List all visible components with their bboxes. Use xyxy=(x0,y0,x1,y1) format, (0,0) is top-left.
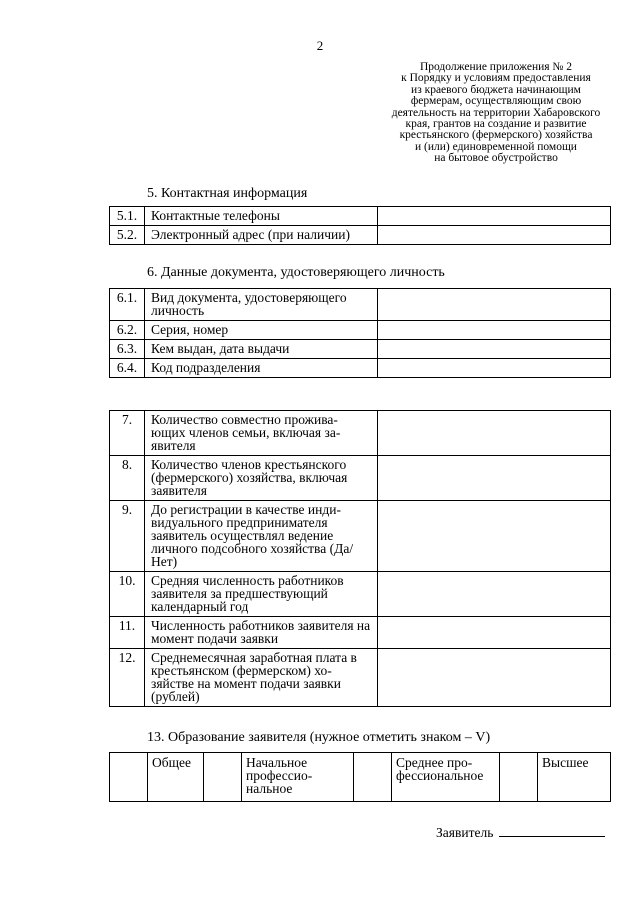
table-row xyxy=(110,753,611,802)
average-workers-field[interactable] xyxy=(378,572,611,617)
applicant-details-table xyxy=(109,410,611,707)
header-line: деятельность на территории Хабаровского xyxy=(391,106,601,119)
section-5-title: 5. Контактная информация xyxy=(147,186,308,201)
household-farm-field[interactable] xyxy=(378,501,611,572)
header-line: фермерам, осуществляющим свою xyxy=(410,95,582,108)
table-row xyxy=(110,207,611,226)
row-label: Серия, номер xyxy=(145,321,378,340)
table-row xyxy=(110,617,611,649)
row-label: Количество совместно прожива-ющих членов семьи, включая за-явителя xyxy=(145,411,378,456)
row-label: Средняя численность работников заявителя за предшествующий календарный год xyxy=(145,572,378,617)
table-row xyxy=(110,289,611,321)
division-code-field[interactable] xyxy=(378,359,611,378)
issued-by-field[interactable] xyxy=(378,340,611,359)
signature-line[interactable] xyxy=(499,824,605,837)
education-secondary-vocational-checkbox[interactable] xyxy=(354,753,392,802)
row-label: Электронный адрес (при наличии) xyxy=(145,226,378,245)
header-line: к Порядку и условиям предоставления xyxy=(401,72,591,85)
table-row xyxy=(110,340,611,359)
row-label: До регистрации в качестве инди-видуального предпринимателя заявитель осуществлял ведение личного подсобного хозяйства (Да/Нет) xyxy=(145,501,378,572)
average-salary-field[interactable] xyxy=(378,649,611,707)
header-line: крестьянского (фермерского) хозяйства xyxy=(399,129,593,142)
header-line: на бытовое обустройство xyxy=(434,152,558,165)
row-number: 6.3. xyxy=(110,340,145,359)
education-option-label: Начальное профессио-нальное xyxy=(242,753,354,802)
section-6-title: 6. Данные документа, удостоверяющего личность xyxy=(147,265,445,280)
education-option-label: Среднее про-фессиональное xyxy=(392,753,500,802)
row-number: 6.1. xyxy=(110,289,145,321)
contact-info-table xyxy=(109,206,611,245)
education-higher-checkbox[interactable] xyxy=(500,753,538,802)
header-line: края, грантов на создание и развитие xyxy=(405,118,587,131)
header-line: и (или) единовременной помощи xyxy=(415,140,577,153)
table-row xyxy=(110,649,611,707)
table-row xyxy=(110,411,611,456)
current-workers-field[interactable] xyxy=(378,617,611,649)
signature-block xyxy=(436,824,605,841)
document-type-field[interactable] xyxy=(378,289,611,321)
email-value-field[interactable] xyxy=(378,226,611,245)
row-number: 6.4. xyxy=(110,359,145,378)
appendix-header xyxy=(376,62,616,165)
row-label: Количество членов крестьянского (фермерского) хозяйства, включая заявителя xyxy=(145,456,378,501)
row-number: 9. xyxy=(110,501,145,572)
table-row xyxy=(110,321,611,340)
row-number: 11. xyxy=(110,617,145,649)
education-primary-vocational-checkbox[interactable] xyxy=(204,753,242,802)
table-row xyxy=(110,359,611,378)
row-label: Кем выдан, дата выдачи xyxy=(145,340,378,359)
table-row xyxy=(110,226,611,245)
table-row xyxy=(110,501,611,572)
row-number: 10. xyxy=(110,572,145,617)
education-option-label: Высшее xyxy=(538,753,611,802)
phone-value-field[interactable] xyxy=(378,207,611,226)
education-general-checkbox[interactable] xyxy=(110,753,148,802)
education-table xyxy=(109,752,611,802)
row-number: 7. xyxy=(110,411,145,456)
table-row xyxy=(110,456,611,501)
row-label: Вид документа, удостоверяющего личность xyxy=(145,289,378,321)
row-number: 5.2. xyxy=(110,226,145,245)
signature-label: Заявитель xyxy=(436,825,494,840)
row-number: 8. xyxy=(110,456,145,501)
education-option-label: Общее xyxy=(148,753,204,802)
row-label: Численность работников заявителя на момент подачи заявки xyxy=(145,617,378,649)
header-line: Продолжение приложения № 2 xyxy=(419,61,573,73)
table-row xyxy=(110,572,611,617)
header-line: из краевого бюджета начинающим xyxy=(411,83,581,96)
row-label: Среднемесячная заработная плата в крестьянском (фермерском) хо-зяйстве на момент подачи заявки (рублей) xyxy=(145,649,378,707)
row-label: Контактные телефоны xyxy=(145,207,378,226)
row-number: 5.1. xyxy=(110,207,145,226)
identity-document-table xyxy=(109,288,611,378)
row-number: 6.2. xyxy=(110,321,145,340)
series-number-field[interactable] xyxy=(378,321,611,340)
farm-members-field[interactable] xyxy=(378,456,611,501)
row-label: Код подразделения xyxy=(145,359,378,378)
row-number: 12. xyxy=(110,649,145,707)
page-number: 2 xyxy=(316,38,324,53)
family-members-field[interactable] xyxy=(378,411,611,456)
section-13-title: 13. Образование заявителя (нужное отметить знаком – V) xyxy=(147,730,491,745)
